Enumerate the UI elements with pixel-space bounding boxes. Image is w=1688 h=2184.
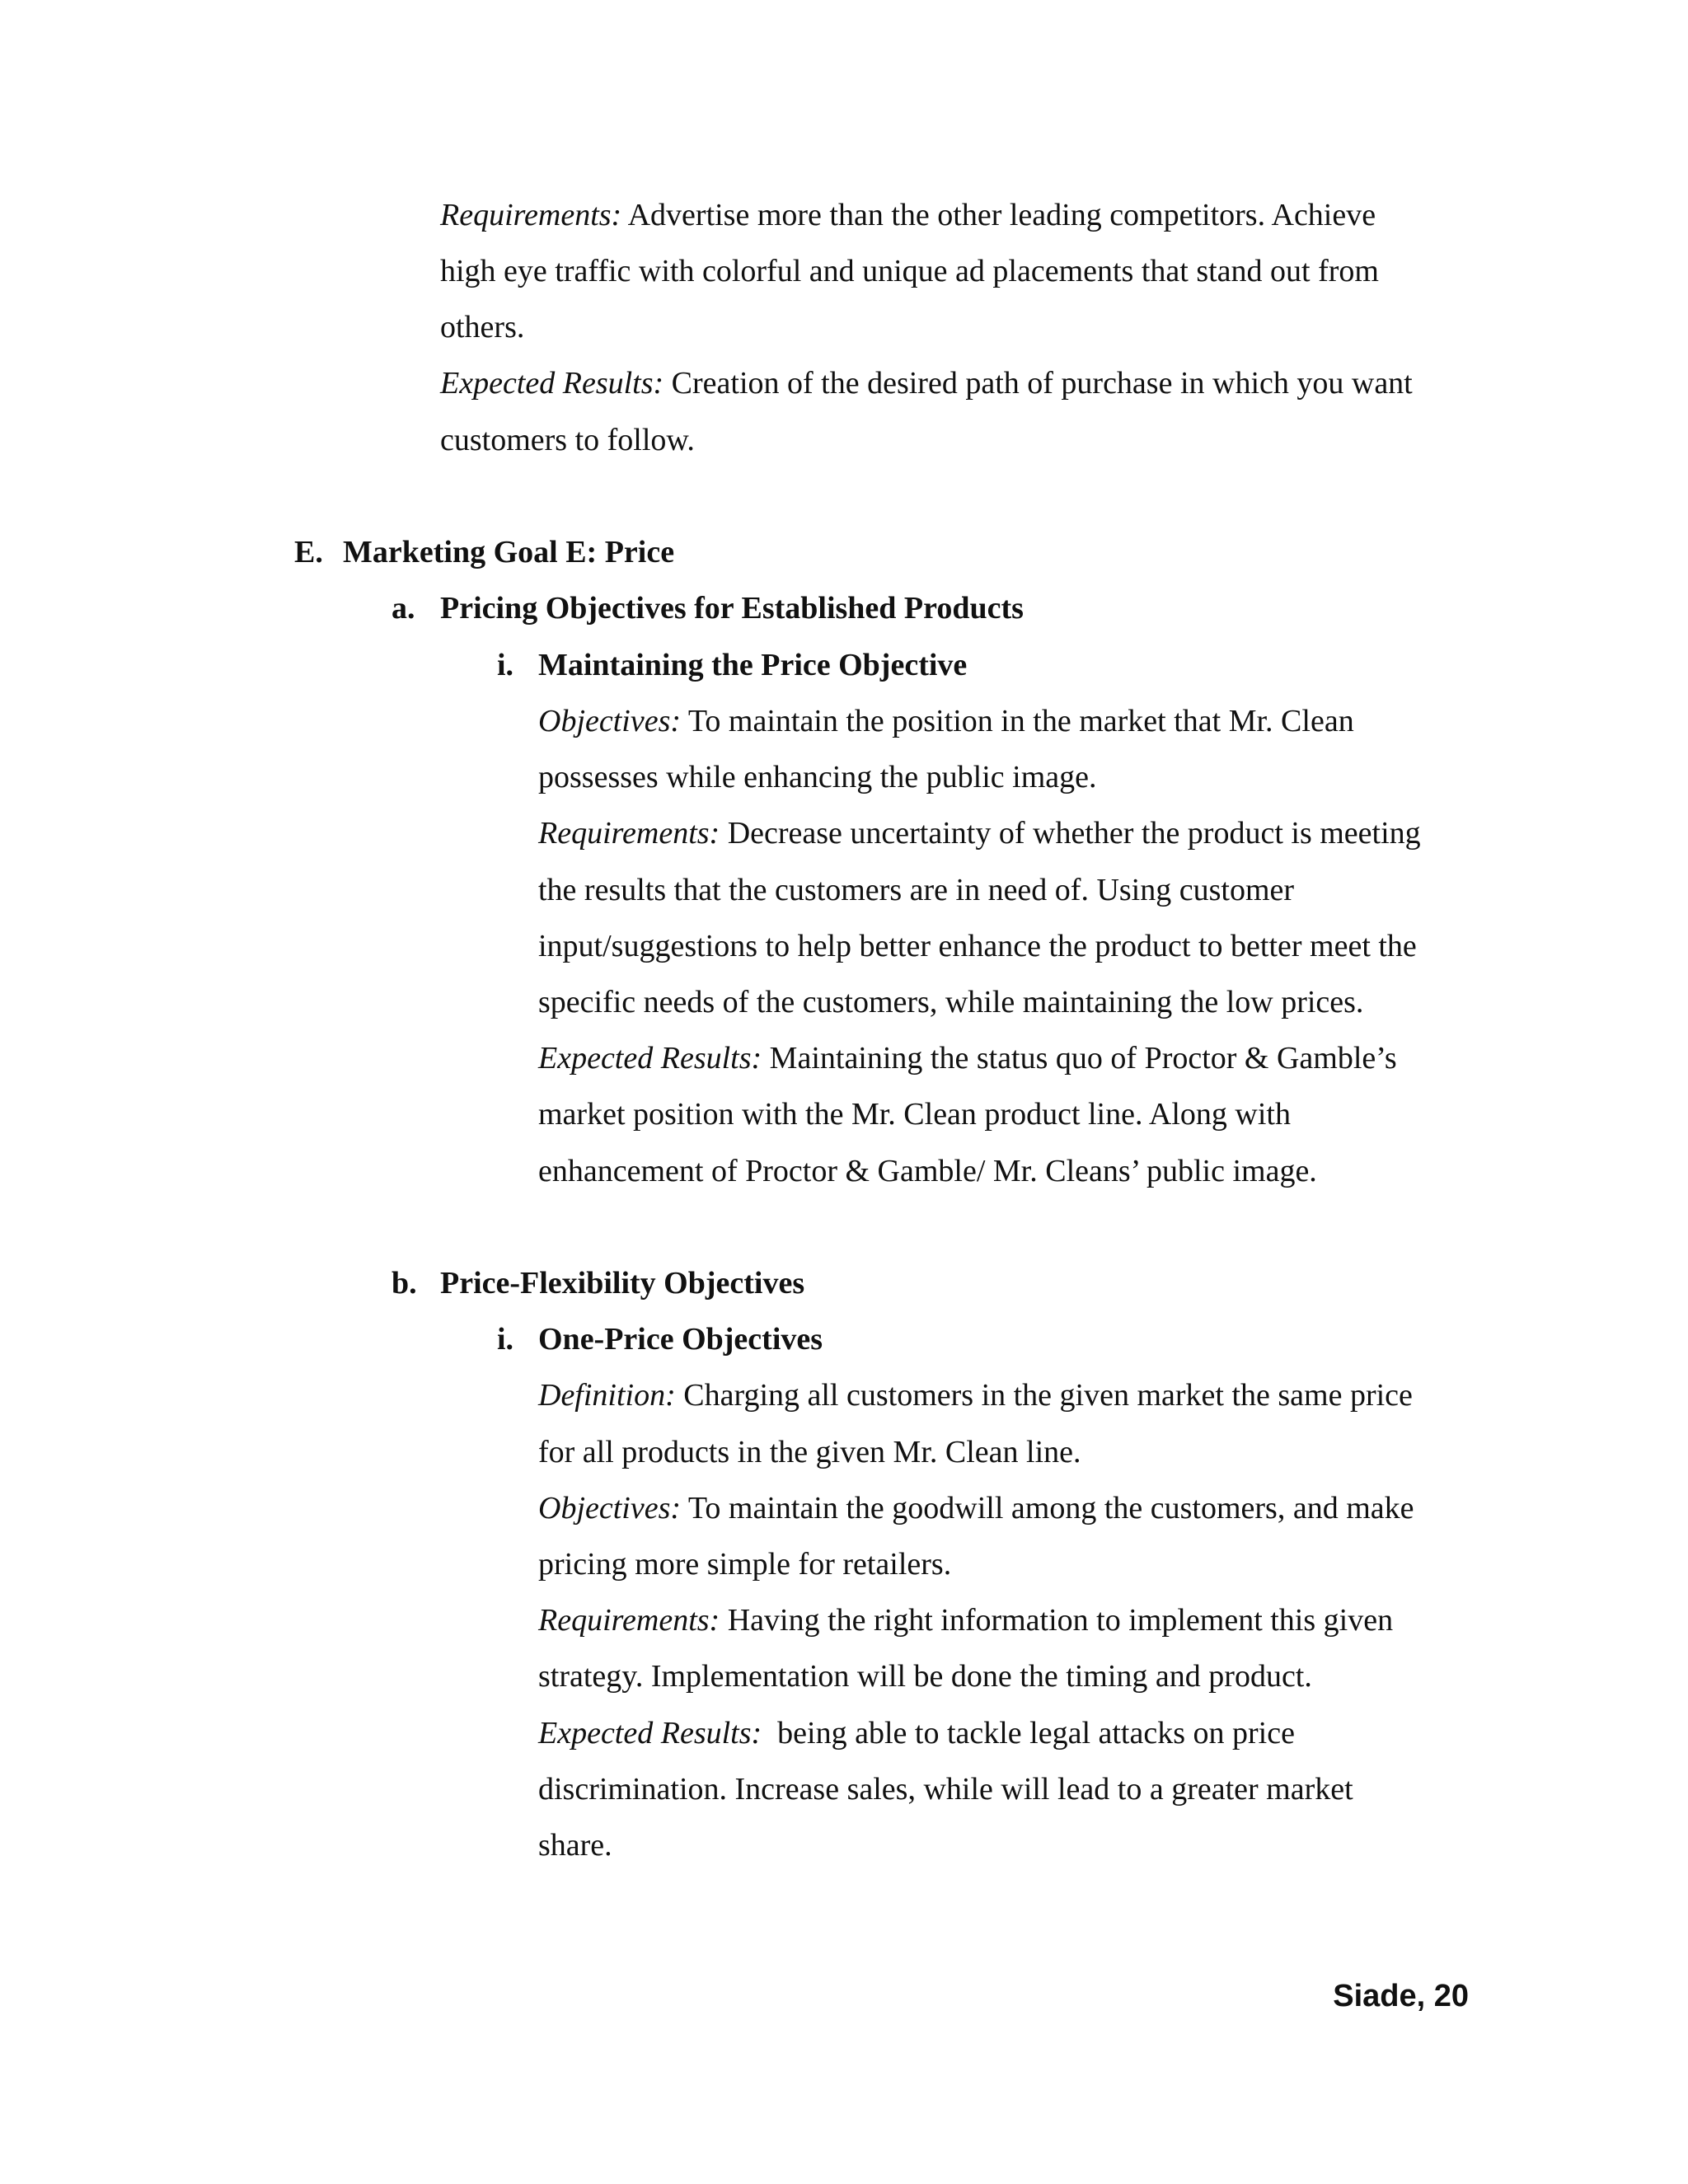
b-expected-line-3: share. <box>538 1828 612 1863</box>
top-requirements-line-2: high eye traffic with colorful and unique ad placements that stand out from <box>440 254 1379 288</box>
sub-b-item-i-heading: One-Price Objectives <box>538 1322 823 1357</box>
sub-b-item-i-marker: i. <box>497 1322 514 1357</box>
definition-label: Definition: <box>538 1378 676 1413</box>
top-expected-line-2: customers to follow. <box>440 423 695 457</box>
section-e-heading: Marketing Goal E: Price <box>343 535 675 569</box>
b-definition-line-1: Definition: Charging all customers in the given market the same price <box>538 1378 1413 1413</box>
a-expected-line-2: market position with the Mr. Clean product line. Along with <box>538 1097 1291 1132</box>
expected-results-label: Expected Results: <box>440 366 664 401</box>
objectives-label: Objectives: <box>538 704 682 738</box>
expected-results-label: Expected Results: <box>538 1716 762 1750</box>
a-expected-line-1: Expected Results: Maintaining the status quo of Proctor & Gamble’s <box>538 1041 1397 1076</box>
sub-b-heading: Price-Flexibility Objectives <box>440 1266 805 1301</box>
sub-a-item-i-heading: Maintaining the Price Objective <box>538 648 968 682</box>
a-objectives-line-2: possesses while enhancing the public image. <box>538 760 1097 794</box>
section-e-marker: E. <box>294 535 323 569</box>
a-requirements-line-1: Requirements: Decrease uncertainty of whether the product is meeting <box>538 816 1421 851</box>
a-requirements-line-4: specific needs of the customers, while maintaining the low prices. <box>538 985 1364 1019</box>
top-requirements-line-1: Requirements: Advertise more than the other leading competitors. Achieve <box>440 198 1376 232</box>
b-expected-line-2: discrimination. Increase sales, while will lead to a greater market <box>538 1772 1353 1807</box>
objectives-label: Objectives: <box>538 1491 682 1526</box>
b-objectives-line-1: Objectives: To maintain the goodwill among the customers, and make <box>538 1491 1414 1526</box>
b-objectives-line-2: pricing more simple for retailers. <box>538 1547 952 1582</box>
requirements-label: Requirements: <box>538 816 720 851</box>
page-footer: Siade, 20 <box>1333 1979 1469 2013</box>
requirements-label: Requirements: <box>538 1603 720 1638</box>
b-expected-line-1: Expected Results: being able to tackle legal attacks on price <box>538 1716 1295 1750</box>
a-requirements-line-2: the results that the customers are in need of. Using customer <box>538 873 1295 907</box>
sub-b-marker: b. <box>392 1266 417 1301</box>
a-expected-line-3: enhancement of Proctor & Gamble/ Mr. Cleans’ public image. <box>538 1154 1317 1188</box>
a-objectives-line-1: Objectives: To maintain the position in the market that Mr. Clean <box>538 704 1354 738</box>
b-requirements-line-1: Requirements: Having the right information to implement this given <box>538 1603 1394 1638</box>
top-expected-line-1: Expected Results: Creation of the desired path of purchase in which you want <box>440 366 1413 401</box>
top-requirements-line-3: others. <box>440 310 525 344</box>
b-definition-line-2: for all products in the given Mr. Clean line. <box>538 1435 1081 1469</box>
expected-results-label: Expected Results: <box>538 1041 762 1076</box>
requirements-label: Requirements: <box>440 198 622 232</box>
sub-a-heading: Pricing Objectives for Established Products <box>440 591 1024 626</box>
a-requirements-line-3: input/suggestions to help better enhance the product to better meet the <box>538 929 1417 963</box>
b-requirements-line-2: strategy. Implementation will be done the timing and product. <box>538 1659 1312 1694</box>
sub-a-marker: a. <box>392 591 415 626</box>
sub-a-item-i-marker: i. <box>497 648 514 682</box>
